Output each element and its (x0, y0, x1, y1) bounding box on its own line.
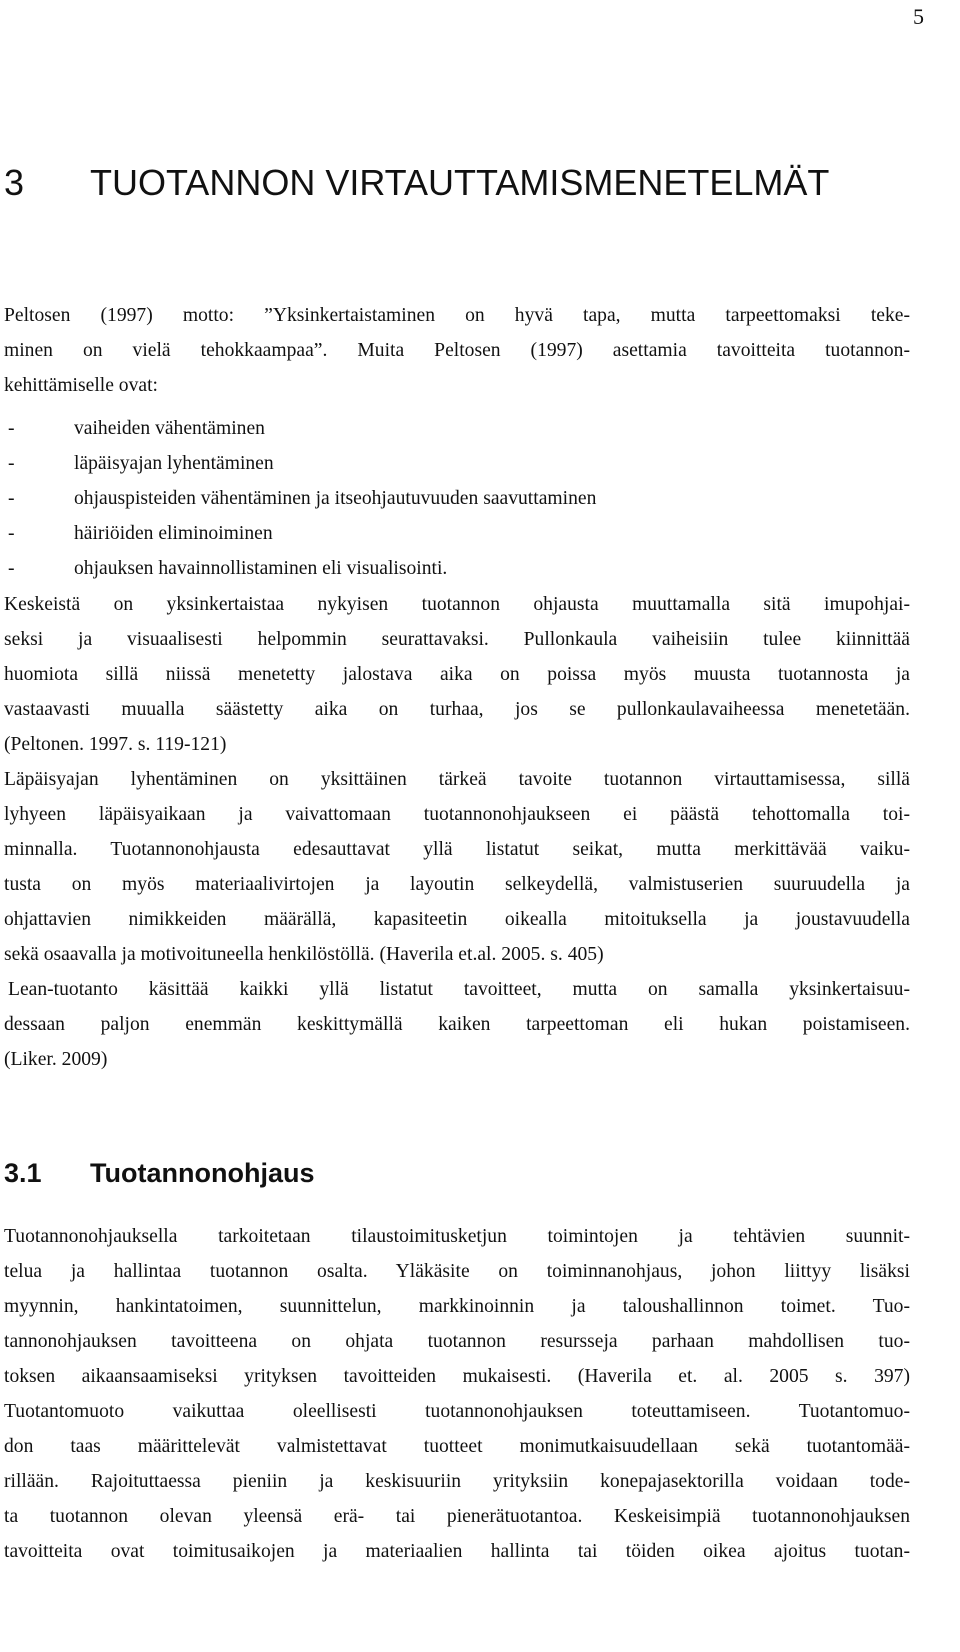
body-paragraph-1 (4, 587, 910, 1077)
list-item-text: ohjauspisteiden vähentäminen ja itseohjautuvuuden saavuttaminen (74, 488, 597, 509)
page-number: 5 (913, 4, 924, 29)
text-line: don taas määrittelevät valmistettavat tuotteet monimutkaisuudellaan sekä tuotantomää- (4, 1436, 910, 1457)
list-item-text: häiriöiden eliminoiminen (74, 523, 273, 544)
text-line: (Peltonen. 1997. s. 119-121) (4, 734, 227, 755)
list-item (4, 411, 910, 446)
section-number: 3.1 (4, 1158, 42, 1188)
text-line: rillään. Rajoituttaessa pieniin ja keskisuuriin yrityksiin konepajasektorilla voidaan tode- (4, 1471, 910, 1492)
text-line: Tuotantomuoto vaikuttaa oleellisesti tuotannonohjauksen toteuttamiseen. Tuotantomuo- (4, 1401, 910, 1422)
text-line: dessaan paljon enemmän keskittymällä kaiken tarpeettoman eli hukan poistamiseen. (4, 1014, 910, 1035)
chapter-title: TUOTANNON VIRTAUTTAMISMENETELMÄT (90, 162, 830, 203)
text-line: Lean-tuotanto käsittää kaikki yllä listatut tavoitteet, mutta on samalla yksinkertaisuu- (8, 979, 910, 1000)
text-line: (Liker. 2009) (4, 1049, 108, 1070)
text-line: sekä osaavalla ja motivoituneella henkilöstöllä. (Haverila et.al. 2005. s. 405) (4, 944, 604, 965)
goal-list (4, 411, 910, 586)
list-dash: - (8, 418, 15, 439)
text-line: tannonohjauksen tavoitteena on ohjata tuotannon resursseja parhaan mahdollisen tuo- (4, 1331, 910, 1352)
text-line: ta tuotannon olevan yleensä erä- tai pienerätuotantoa. Keskeisimpiä tuotannonohjauksen (4, 1506, 910, 1527)
text-line: minen on vielä tehokkaampaa”. Muita Peltosen (1997) asettamia tavoitteita tuotannon- (4, 340, 910, 361)
text-line: ohjattavien nimikkeiden määrällä, kapasiteetin oikealla mitoituksella ja joustavuudella (4, 909, 910, 930)
text-line: toksen aikaansaamiseksi yrityksen tavoitteiden mukaisesti. (Haverila et. al. 2005 s. 397) (4, 1366, 910, 1387)
list-item-text: ohjauksen havainnollistaminen eli visualisointi. (74, 558, 448, 579)
section-heading (4, 1158, 314, 1189)
text-line: tusta on myös materiaalivirtojen ja layoutin selkeydellä, valmistuserien suuruudella ja (4, 874, 910, 895)
list-item (4, 446, 910, 481)
list-item (4, 481, 910, 516)
chapter-number: 3 (4, 162, 25, 203)
list-item (4, 516, 910, 551)
list-dash: - (8, 488, 15, 509)
text-line: telua ja hallintaa tuotannon osalta. Yläkäsite on toiminnanohjaus, johon liittyy lisäksi (4, 1261, 910, 1282)
body-paragraph-2 (4, 1219, 910, 1569)
text-line: Peltosen (1997) motto: ”Yksinkertaistaminen on hyvä tapa, mutta tarpeettomaksi teke- (4, 305, 910, 326)
list-item-text: läpäisyajan lyhentäminen (74, 453, 274, 474)
text-line: tavoitteita ovat toimitusaikojen ja materiaalien hallinta tai töiden oikea ajoitus tuotan- (4, 1541, 910, 1562)
text-line: myynnin, hankintatoimen, suunnittelun, markkinoinnin ja taloushallinnon toimet. Tuo- (4, 1296, 910, 1317)
text-line: huomiota sillä niissä menetetty jalostava aika on poissa myös muusta tuotannosta ja (4, 664, 910, 685)
text-line: vastaavasti muualla säästetty aika on turhaa, jos se pullonkaulavaiheessa menetetään. (4, 699, 910, 720)
text-line: kehittämiselle ovat: (4, 375, 158, 396)
list-dash: - (8, 523, 15, 544)
text-line: lyhyeen läpäisyaikaan ja vaivattomaan tuotannonohjaukseen ei päästä tehottomalla toi- (4, 804, 910, 825)
list-dash: - (8, 558, 15, 579)
text-line: Keskeistä on yksinkertaistaa nykyisen tuotannon ohjausta muuttamalla sitä imupohjai- (4, 594, 910, 615)
list-dash: - (8, 453, 15, 474)
text-line: seksi ja visuaalisesti helpommin seurattavaksi. Pullonkaula vaiheisiin tulee kiinnittää (4, 629, 910, 650)
chapter-heading (4, 162, 829, 204)
intro-paragraph (4, 298, 910, 403)
text-line: Tuotannonohjauksella tarkoitetaan tilaustoimitusketjun toimintojen ja tehtävien suunnit- (4, 1226, 910, 1247)
text-line: Läpäisyajan lyhentäminen on yksittäinen tärkeä tavoite tuotannon virtauttamisessa, sillä (4, 769, 910, 790)
section-title: Tuotannonohjaus (90, 1158, 315, 1188)
list-item (4, 551, 910, 586)
list-item-text: vaiheiden vähentäminen (74, 418, 265, 439)
text-line: minnalla. Tuotannonohjausta edesauttavat yllä listatut seikat, mutta merkittävää vaiku- (4, 839, 910, 860)
